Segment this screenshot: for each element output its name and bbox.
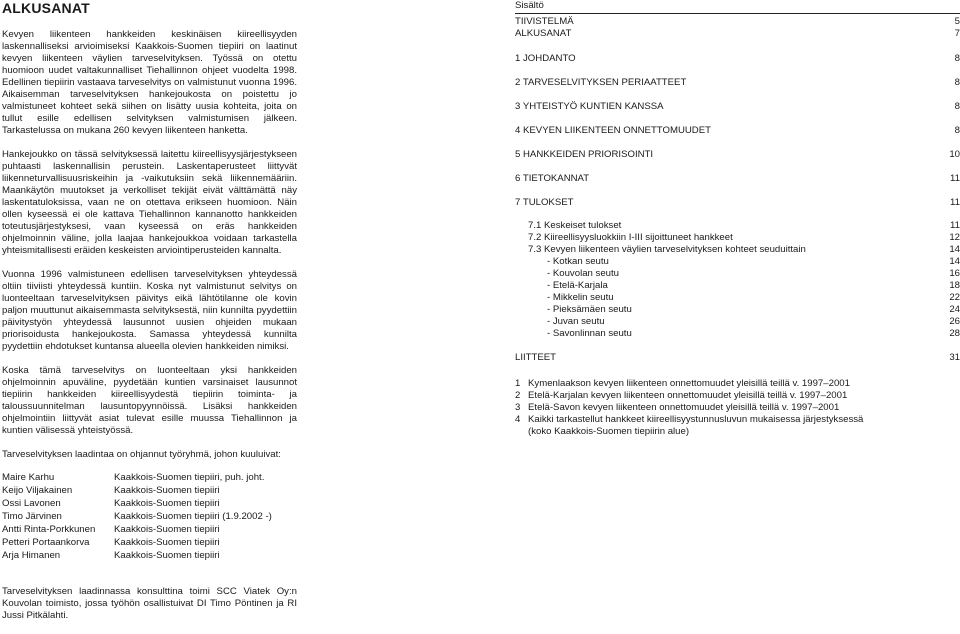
toc-label: 3 YHTEISTYÖ KUNTIEN KANSSA [515, 101, 664, 112]
toc-label: - Kotkan seutu [547, 256, 609, 267]
appendix-item [515, 390, 960, 402]
member-name: Maire Karhu [2, 472, 55, 483]
toc-label: 7 TULOKSET [515, 197, 574, 208]
appendix-text: Etelä-Savon kevyen liikenteen onnettomuudet yleisillä teillä v. 1997–2001 [528, 402, 840, 413]
appendix-number: 1 [515, 378, 521, 389]
foreword-title: ALKUSANAT [2, 0, 90, 16]
appendix-text: Etelä-Karjalan kevyen liikenteen onnettomuudet yleisillä teillä v. 1997–2001 [528, 390, 848, 401]
member-org: Kaakkois-Suomen tiepiiri [114, 524, 220, 535]
toc-page: 14 [949, 256, 960, 267]
toc-page: 11 [950, 173, 960, 184]
toc-page: 7 [954, 28, 960, 39]
working-group-member [2, 471, 297, 484]
foreword-paragraph-4: Koska tämä tarveselvitys on luonteeltaan yksi hankkeiden ohjelmoinnin apuväline, pyydetään kuntien varsinaiset lausunnot tiepiirin hankkeiden kiireellisyydestä tiepiirin toiminta- ja taloussuunnitelman lausuntopyynnöissä. Lisäksi hankkeiden ohjelmointiin liittyvät asiat tulevat esille muussa Tiehallinnon ja kuntien välisessä yhteistyössä. [2, 365, 297, 436]
toc-page: 12 [949, 232, 960, 243]
toc-label: 6 TIETOKANNAT [515, 173, 590, 184]
toc-page: 18 [949, 280, 960, 291]
appendix-item [515, 414, 960, 426]
toc-region-entry [515, 292, 960, 304]
working-group-member [2, 497, 297, 510]
toc-label: 7.1 Keskeiset tulokset [528, 220, 622, 231]
toc-entry [515, 53, 960, 65]
toc-region-entry [515, 256, 960, 268]
toc-label: ALKUSANAT [515, 28, 572, 39]
member-org: Kaakkois-Suomen tiepiiri [114, 498, 220, 509]
member-name: Timo Järvinen [2, 511, 62, 522]
appendix-text: Kaikki tarkastellut hankkeet kiireellisyystunnusluvun mukaisessa järjestyksessä [528, 414, 864, 425]
contents-heading: Sisältö [515, 0, 960, 14]
toc-page: 16 [949, 268, 960, 279]
toc-label: - Savonlinnan seutu [547, 328, 632, 339]
toc-label: 7.2 Kiireellisyysluokkiin I-III sijoittuneet hankkeet [528, 232, 733, 243]
toc-region-entry [515, 316, 960, 328]
toc-region-entry [515, 268, 960, 280]
toc-page: 24 [949, 304, 960, 315]
toc-subentry [515, 232, 960, 244]
toc-label: 5 HANKKEIDEN PRIORISOINTI [515, 149, 654, 160]
appendix-text: Kymenlaakson kevyen liikenteen onnettomuudet yleisillä teillä v. 1997–2001 [528, 378, 850, 389]
toc-label: - Kouvolan seutu [547, 268, 619, 279]
working-group-member [2, 536, 297, 549]
member-org: Kaakkois-Suomen tiepiiri [114, 550, 220, 561]
toc-label: - Pieksämäen seutu [547, 304, 632, 315]
working-group-member [2, 510, 297, 523]
member-org: Kaakkois-Suomen tiepiiri (1.9.2002 -) [114, 511, 272, 522]
member-org: Kaakkois-Suomen tiepiiri [114, 537, 220, 548]
toc-label: TIIVISTELMÄ [515, 16, 574, 27]
appendix-number: 3 [515, 402, 521, 413]
toc-page: 8 [954, 77, 960, 88]
toc-page: 8 [954, 125, 960, 136]
toc-entry [515, 28, 960, 40]
appendix-number: 2 [515, 390, 521, 401]
member-name: Petteri Portaankorva [2, 537, 90, 548]
toc-entry [515, 149, 960, 161]
foreword-paragraph-1: Kevyen liikenteen hankkeiden keskinäisen kiireellisyyden laskennalliseksi arvioimiseksi Kaakkois-Suomen tiepiiri on laatinut kevyen liikenteen väylien tarveselvityksen. Työssä on otettu huomioon uudet valtakunnalliset Tiehallinnon ohjeet vuodelta 1998. Edellinen tiepiirin vastaava tarveselvitys on valmistunut vuonna 1996. Aikaisemman tarveselvityksen hankejoukosta on poistettu jo valmistuneet kohteet sekä siihen on lisätty uusia kohteita, joita on tullut esille edellisen selvityksen valmistumisen jälkeen. Tarkastelussa on mukana 260 kevyen liikenteen hanketta. [2, 29, 297, 136]
toc-page: 8 [954, 53, 960, 64]
member-name: Arja Himanen [2, 550, 61, 561]
toc-subentry [515, 220, 960, 232]
toc-page: 14 [949, 244, 960, 255]
toc-label: 1 JOHDANTO [515, 53, 576, 64]
toc-page: 8 [954, 101, 960, 112]
toc-label: 4 KEVYEN LIIKENTEEN ONNETTOMUUDET [515, 125, 711, 136]
toc-page: 31 [949, 352, 960, 363]
toc-entry [515, 197, 960, 209]
consultant-note: Tarveselvityksen laadinnassa konsulttina toimi SCC Viatek Oy:n Kouvolan toimisto, jossa työhön osallistuivat DI Timo Pöntinen ja RI Jussi Pitkälahti. [2, 586, 297, 621]
appendix-list [515, 378, 960, 438]
foreword-paragraph-2: Hankejoukko on tässä selvityksessä laitettu kiireellisyysjärjestykseen puhtaasti laskennallisin perustein. Laskentaperusteet liittyvät liikenneturvallisuusriskeihin ja -vaikutuksiin sekä liikennemääriin. Maankäytön muutokset ja verkolliset tekijät eivät välttämättä näy laskentatuloksissa, vaan ne on otettava erikseen huomioon. Näin ollen kyseessä ei ole kattava Tiehallinnon kannanotto hankkeiden toteutusjärjestyksesi, vaan kyseessä on eräs hankkeiden ohjelmoinnin väline, jolla laajaa hankejoukkoa voidaan tarkastella yhteismitallisesti eräiden keskeisten arviointiperusteiden kannalta. [2, 149, 297, 256]
toc-subentry [515, 244, 960, 256]
toc-label: - Juvan seutu [547, 316, 605, 327]
working-group-member [2, 549, 297, 562]
appendix-item-continuation: (koko Kaakkois-Suomen tiepiirin alue) [528, 426, 690, 437]
member-org: Kaakkois-Suomen tiepiiri [114, 485, 220, 496]
appendix-number: 4 [515, 414, 521, 425]
working-group-list [2, 471, 297, 562]
toc-label: 2 TARVESELVITYKSEN PERIAATTEET [515, 77, 687, 88]
working-group-intro: Tarveselvityksen laadintaa on ohjannut työryhmä, johon kuuluivat: [2, 449, 281, 460]
toc-entry [515, 352, 960, 364]
toc-label: - Mikkelin seutu [547, 292, 614, 303]
working-group-member [2, 523, 297, 536]
member-name: Keijo Viljakainen [2, 485, 73, 496]
foreword-paragraph-3: Vuonna 1996 valmistuneen edellisen tarveselvityksen yhteydessä oltiin tiiviisti yhteydessä kuntiin. Koska nyt valmistunut selvitys on luonteeltaan tarveselvityksen päivitys eikä lähtötilanne ole kovin paljon muuttunut aikaisemmasta selvityksestä, niin kunnilta pyydettiin päivitystyön yhteydessä lausunnot uusien ohjeiden mukaan priorisoidusta hankejoukosta. Samassa yhteydessä kunnilta pyydettiin ehdotukset kuntansa alueella olevien hankkeiden nimiksi. [2, 269, 297, 352]
member-org: Kaakkois-Suomen tiepiiri, puh. joht. [114, 472, 265, 483]
toc-page: 10 [949, 149, 960, 160]
toc-region-entry [515, 280, 960, 292]
toc-page: 5 [954, 16, 960, 27]
toc-page: 11 [950, 197, 960, 208]
toc-entry [515, 101, 960, 113]
toc-page: 11 [950, 220, 960, 231]
toc-entry [515, 77, 960, 89]
toc-label: 7.3 Kevyen liikenteen väylien tarveselvityksen kohteet seuduittain [528, 244, 806, 255]
toc-entry [515, 16, 960, 28]
working-group-member [2, 484, 297, 497]
toc-entry [515, 125, 960, 137]
toc-region-entry [515, 304, 960, 316]
foreword-column [2, 0, 297, 634]
table-of-contents [515, 0, 960, 438]
toc-region-entry [515, 328, 960, 340]
appendix-item [515, 402, 960, 414]
appendix-item [515, 378, 960, 390]
toc-page: 26 [949, 316, 960, 327]
toc-page: 22 [949, 292, 960, 303]
toc-label: - Etelä-Karjala [547, 280, 608, 291]
member-name: Ossi Lavonen [2, 498, 61, 509]
toc-entry [515, 173, 960, 185]
toc-page: 28 [949, 328, 960, 339]
member-name: Antti Rinta-Porkkunen [2, 524, 96, 535]
toc-label: LIITTEET [515, 352, 557, 363]
